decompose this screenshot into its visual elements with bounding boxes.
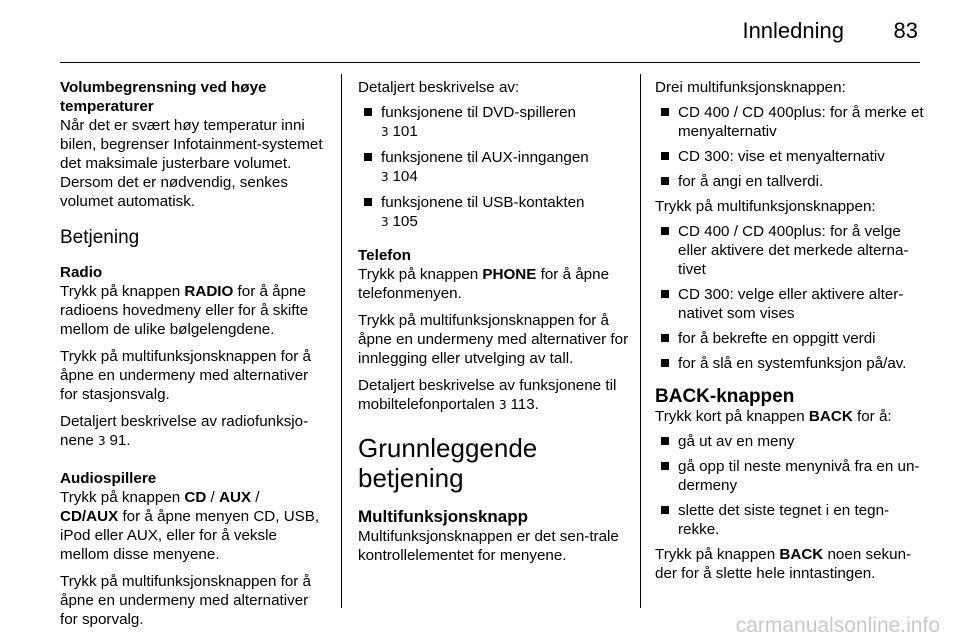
bullet-icon bbox=[661, 108, 669, 116]
radio-heading: Radio bbox=[60, 264, 103, 281]
press-intro: Trykk på multifunksjonsknappen: bbox=[655, 198, 876, 215]
telefon-paragraph-1: Trykk på knappen PHONE for å åpne telefonmenyen. bbox=[358, 266, 610, 302]
multifunction-heading: Multifunksjonsknapp bbox=[358, 507, 528, 526]
bullet-icon bbox=[364, 198, 372, 206]
audio-heading: Audiospillere bbox=[60, 470, 157, 487]
turn-list bbox=[655, 103, 925, 191]
back-long-press: Trykk på knappen BACK noen sekun-der for å slette hele inntastingen. bbox=[655, 546, 912, 582]
radio-paragraph-1: Trykk på knappen RADIO for å åpne radioens hovedmeny eller for å skifte mellom de ulike bølgelengdene. bbox=[60, 283, 309, 338]
page-ref-arrow-icon: 3 bbox=[381, 215, 393, 229]
telefon-heading: Telefon bbox=[358, 247, 411, 264]
section-grunnleggende: Grunnleggende betjening bbox=[358, 433, 538, 493]
list-item: for å angi en tallverdi. bbox=[655, 172, 925, 191]
volume-heading: Volumbegrensning ved høye temperaturer bbox=[60, 79, 267, 115]
bullet-icon bbox=[661, 290, 669, 298]
column-2 bbox=[358, 78, 630, 573]
column-divider-2 bbox=[640, 74, 641, 608]
detail-list bbox=[358, 103, 630, 232]
radio-paragraph-2: Trykk på multifunksjonsknappen for å åpne en undermeny med alternativer for stasjonsvalg. bbox=[60, 348, 311, 403]
bullet-icon bbox=[661, 462, 669, 470]
bullet-icon bbox=[661, 334, 669, 342]
bullet-icon bbox=[364, 108, 372, 116]
list-item: for å slå en systemfunksjon på/av. bbox=[655, 354, 925, 373]
audio-paragraph-1: Trykk på knappen CD / AUX / CD/AUX for å åpne menyen CD, USB, iPod eller AUX, eller for å veksle mellom disse menyene. bbox=[60, 489, 320, 563]
bullet-icon bbox=[661, 227, 669, 235]
column-3 bbox=[655, 78, 925, 591]
bullet-icon bbox=[661, 437, 669, 445]
list-item: funksjonene til USB-kontakten 3 105 bbox=[358, 193, 630, 232]
bullet-icon bbox=[661, 506, 669, 514]
page-ref-arrow-icon: 3 bbox=[98, 434, 110, 448]
header-rule bbox=[60, 62, 920, 63]
telefon-paragraph-2: Trykk på multifunksjonsknappen for å åpne en undermeny med alternativer for innlegging eller utvelging av tall. bbox=[358, 312, 629, 367]
list-item: CD 400 / CD 400plus: for å merke et menyalternativ bbox=[655, 103, 925, 141]
multifunction-text: Multifunksjonsknappen er det sen-trale kontrollelementet for menyene. bbox=[358, 528, 619, 564]
column-divider-1 bbox=[341, 74, 342, 608]
detail-intro: Detaljert beskrivelse av: bbox=[358, 79, 520, 96]
bullet-icon bbox=[661, 177, 669, 185]
column-1 bbox=[60, 78, 328, 637]
turn-intro: Drei multifunksjonsknappen: bbox=[655, 79, 846, 96]
page-ref-arrow-icon: 3 bbox=[381, 170, 393, 184]
cdaux-key: CD/AUX bbox=[60, 508, 119, 525]
watermark: carmanualsonline.info bbox=[735, 614, 940, 637]
radio-paragraph-3: Detaljert beskrivelse av radiofunksjo-nene 3 91. bbox=[60, 413, 309, 449]
chapter-title: Innledning bbox=[742, 18, 844, 43]
list-item: funksjonene til AUX-inngangen 3 104 bbox=[358, 148, 630, 187]
list-item: funksjonene til DVD-spilleren 3 101 bbox=[358, 103, 630, 142]
list-item: CD 300: vise et menyalternativ bbox=[655, 147, 925, 166]
press-list bbox=[655, 222, 925, 373]
list-item: gå opp til neste menynivå fra en un-dermeny bbox=[655, 457, 925, 495]
list-item: CD 400 / CD 400plus: for å velge eller aktivere det merkede alterna-tivet bbox=[655, 222, 925, 279]
bullet-icon bbox=[661, 359, 669, 367]
page-header bbox=[0, 0, 960, 62]
list-item: CD 300: velge eller aktivere alter-nativet som vises bbox=[655, 285, 925, 323]
back-key: BACK bbox=[808, 408, 853, 425]
list-item: for å bekrefte en oppgitt verdi bbox=[655, 329, 925, 348]
audio-paragraph-2: Trykk på multifunksjonsknappen for å åpne en undermeny med alternativer for sporvalg. bbox=[60, 573, 311, 628]
volume-text: Når det er svært høy temperatur inni bilen, begrenser Infotainment-systemet det maksimale justerbare volumet. Dersom det er nødvendig, senkes volumet automatisk. bbox=[60, 117, 323, 210]
page-ref-arrow-icon: 3 bbox=[499, 398, 511, 412]
telefon-paragraph-3: Detaljert beskrivelse av funksjonene til mobiltelefonportalen 3 113. bbox=[358, 377, 617, 413]
cd-key: CD bbox=[184, 489, 207, 506]
phone-key: PHONE bbox=[482, 266, 537, 283]
bullet-icon bbox=[364, 153, 372, 161]
bullet-icon bbox=[661, 152, 669, 160]
aux-key: AUX bbox=[219, 489, 252, 506]
radio-key: RADIO bbox=[184, 283, 234, 300]
list-item: slette det siste tegnet i en tegn-rekke. bbox=[655, 501, 925, 539]
page-number: 83 bbox=[893, 18, 918, 43]
back-intro: Trykk kort på knappen BACK for å: bbox=[655, 408, 892, 425]
back-heading: BACK-knappen bbox=[655, 386, 795, 407]
section-betjening: Betjening bbox=[60, 227, 140, 248]
page-ref-arrow-icon: 3 bbox=[381, 125, 393, 139]
list-item: gå ut av en meny bbox=[655, 432, 925, 451]
back-list bbox=[655, 432, 925, 539]
back-key: BACK bbox=[779, 546, 824, 563]
